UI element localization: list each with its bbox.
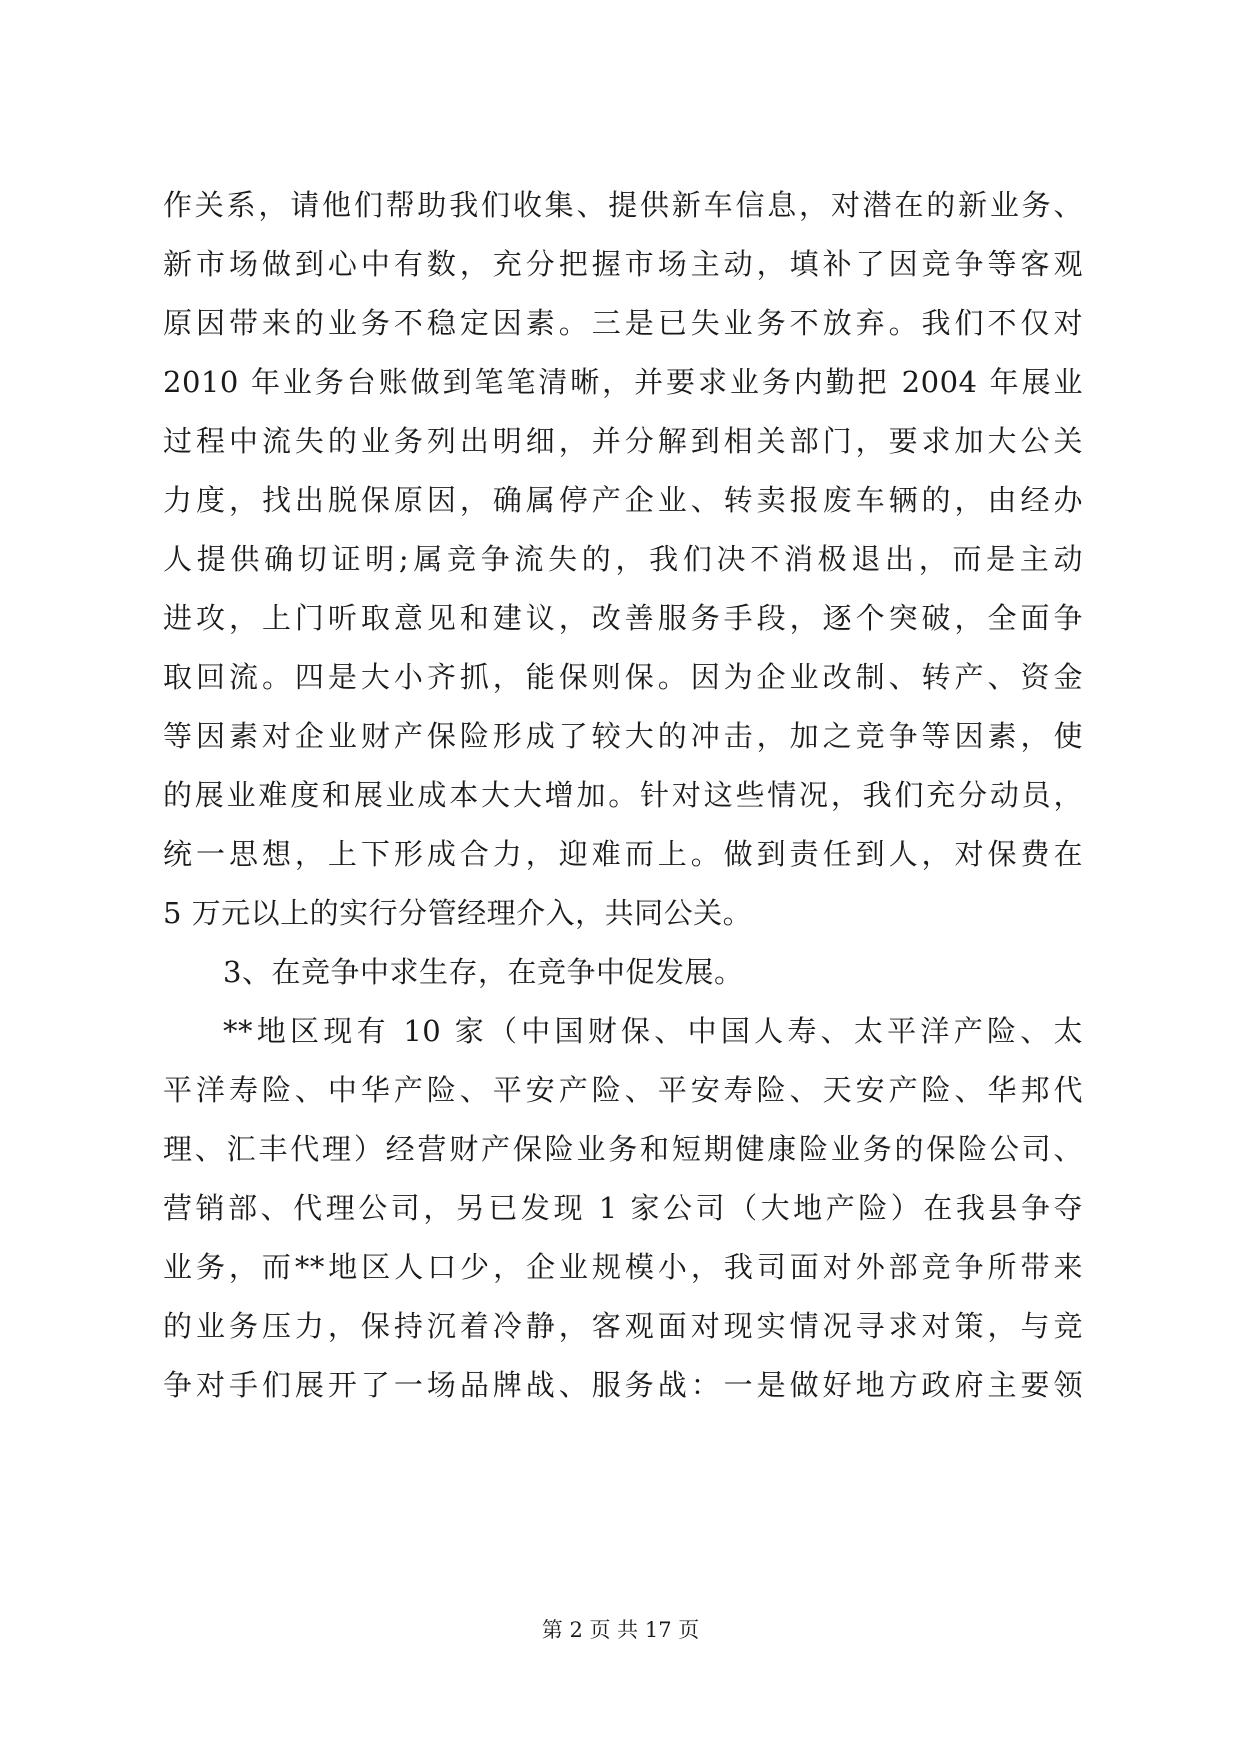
text-line: 理、汇丰代理）经营财产保险业务和短期健康险业务的保险公司、: [163, 1132, 1083, 1166]
text-line: 统一思想，上下形成合力，迎难而上。做到责任到人，对保费在: [163, 837, 1083, 871]
section-heading: 3、在竞争中求生存，在竞争中促发展。: [223, 955, 744, 989]
text-line: 争对手们展开了一场品牌战、服务战：一是做好地方政府主要领: [163, 1368, 1083, 1402]
text-line: 进攻，上门听取意见和建议，改善服务手段，逐个突破，全面争: [163, 601, 1083, 635]
text-line: 作关系，请他们帮助我们收集、提供新车信息，对潜在的新业务、: [163, 188, 1083, 222]
text-line: 力度，找出脱保原因，确属停产企业、转卖报废车辆的，由经办: [163, 483, 1083, 517]
page-number-footer: 第 2 页 共 17 页: [541, 1618, 700, 1642]
text-line: 等因素对企业财产保险形成了较大的冲击，加之竞争等因素，使: [163, 719, 1083, 753]
text-line: 业务，而**地区人口少，企业规模小，我司面对外部竞争所带来: [163, 1250, 1083, 1284]
text-line: 营销部、代理公司，另已发现 1 家公司（大地产险）在我县争夺: [163, 1191, 1083, 1225]
text-line: 取回流。四是大小齐抓，能保则保。因为企业改制、转产、资金: [163, 660, 1083, 694]
text-line: 的业务压力，保持沉着冷静，客观面对现实情况寻求对策，与竞: [163, 1309, 1083, 1343]
text-line: 2010 年业务台账做到笔笔清晰，并要求业务内勤把 2004 年展业: [163, 365, 1083, 399]
text-line: **地区现有 10 家（中国财保、中国人寿、太平洋产险、太: [223, 1014, 1083, 1048]
text-line: 的展业难度和展业成本大大增加。针对这些情况，我们充分动员，: [163, 778, 1083, 812]
text-line: 过程中流失的业务列出明细，并分解到相关部门，要求加大公关: [163, 424, 1083, 458]
text-line: 新市场做到心中有数，充分把握市场主动，填补了因竞争等客观: [163, 247, 1083, 281]
text-line: 平洋寿险、中华产险、平安产险、平安寿险、天安产险、华邦代: [163, 1073, 1083, 1107]
text-line: 5 万元以上的实行分管经理介入，共同公关。: [163, 896, 753, 930]
text-line: 原因带来的业务不稳定因素。三是已失业务不放弃。我们不仅对: [163, 306, 1083, 340]
text-line: 人提供确切证明;属竞争流失的，我们决不消极退出，而是主动: [163, 542, 1083, 576]
